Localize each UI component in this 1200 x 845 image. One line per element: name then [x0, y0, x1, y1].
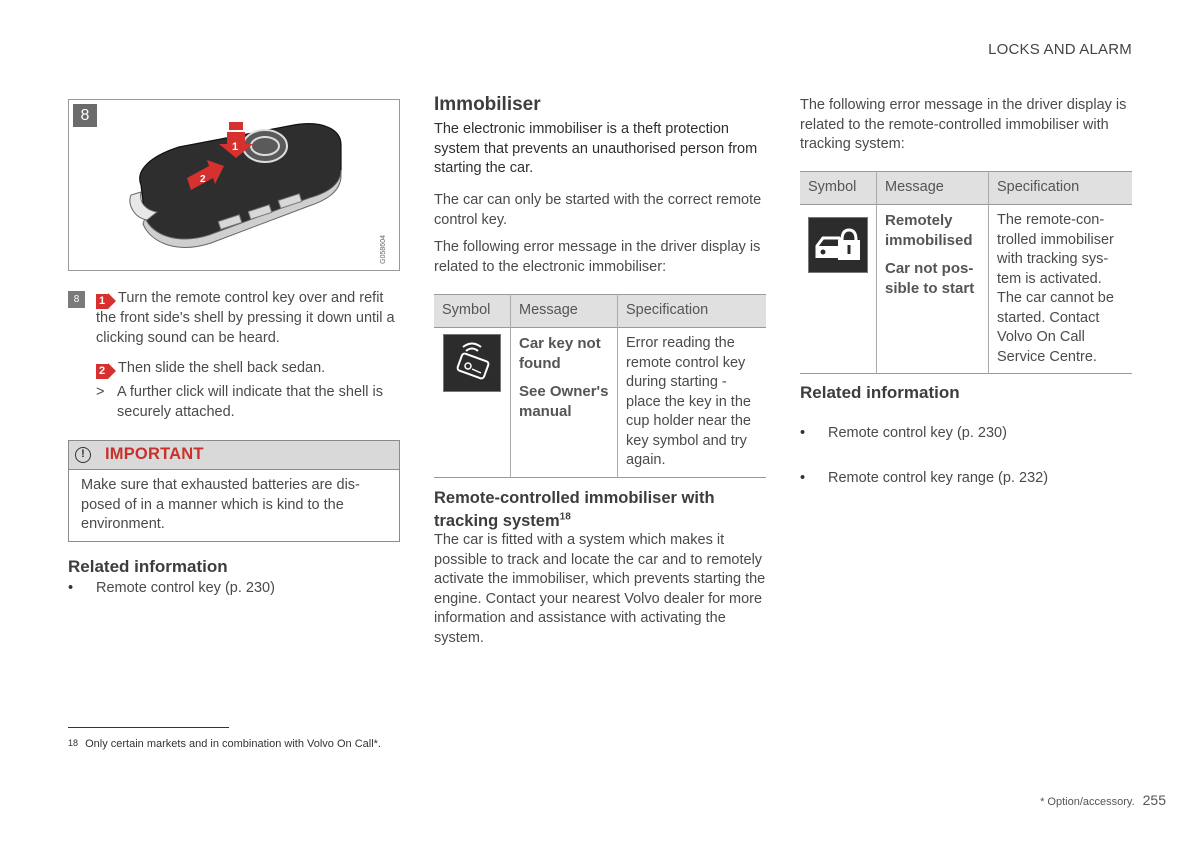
remote-key-illustration [68, 99, 400, 271]
message-cell [877, 205, 989, 374]
page-number: 255 [1142, 792, 1166, 808]
message-remotely-immobilised: Remotely immobilised [885, 212, 973, 249]
message-car-not-possible: Car not pos-sible to start [885, 260, 975, 297]
important-box [68, 440, 400, 542]
option-note: * Option/accessory. [1040, 796, 1135, 808]
immobiliser-error-table [434, 294, 766, 478]
related-heading-left: Related information [68, 557, 228, 576]
step-1 [68, 289, 400, 348]
step-1-text: Turn the remote control key over and refit the front side's shell by pressing it down until a clicking sound can be heard. [96, 290, 395, 346]
step-2 [96, 359, 400, 379]
figure-code: G058604 [379, 235, 387, 264]
step-result [96, 383, 400, 422]
result-marker: > [96, 384, 105, 400]
tracking-body: The car is fitted with a system which makes it possible to track and locate the car and to remotely activate the immobiliser, which prevents starting the engine. Contact your nearest Volvo dealer for more information and assistance with activating the system. [434, 532, 766, 646]
footnote [68, 734, 381, 755]
important-title: IMPORTANT [105, 445, 204, 464]
svg-text:1: 1 [232, 141, 239, 153]
footnote-ref[interactable]: 18 [559, 511, 571, 523]
immobiliser-intro: The electronic immobiliser is a theft protection system that prevents an unauthorised person from starting the car. [434, 121, 758, 176]
step-2-marker: 2 [96, 364, 108, 379]
message-see-manual: See Owner's manual [519, 383, 609, 420]
result-text: A further click will indicate that the shell is securely attached. [117, 384, 383, 420]
col-symbol: Symbol [800, 172, 877, 205]
step-figure-badge: 8 [68, 291, 85, 308]
immobiliser-para-1: The car can only be started with the correct remote control key. [434, 192, 762, 228]
symbol-cell [800, 205, 877, 374]
col-specification: Specification [989, 172, 1133, 205]
section-header: LOCKS AND ALARM [988, 41, 1132, 58]
table-row [434, 328, 766, 478]
step-2-text: Then slide the shell back sedan. [118, 360, 326, 376]
related-heading-right: Related information [800, 383, 960, 402]
tracking-error-intro: The following error message in the driver display is related to the remote-controlled immobiliser with tracking system: [800, 97, 1127, 152]
col-symbol: Symbol [434, 295, 511, 328]
footnote-text: Only certain markets and in combination with Volvo On Call*. [85, 738, 381, 750]
immobiliser-title: Immobiliser [434, 94, 541, 115]
symbol-cell [434, 328, 511, 478]
related-link-right-1[interactable]: • Remote control key (p. 230) [800, 424, 1160, 444]
related-link-right-2[interactable]: • Remote control key range (p. 232) [800, 469, 1160, 489]
tracking-title-text: Remote-controlled immobiliser with tracking system [434, 489, 715, 530]
col-message: Message [511, 295, 618, 328]
exclamation-icon: ! [75, 447, 91, 463]
spec-cell: Error reading the remote control key during starting - place the key in the cup holder near the key symbol and try again. [618, 328, 767, 478]
table-row [800, 205, 1132, 374]
immobiliser-para-2: The following error message in the driver display is related to the electronic immobiliser: [434, 239, 761, 275]
footnote-number: 18 [68, 738, 79, 748]
figure-number: 8 [73, 104, 97, 127]
tracking-title [434, 487, 766, 533]
col-message: Message [877, 172, 989, 205]
tracking-error-table [800, 171, 1132, 374]
footnote-divider [68, 727, 229, 728]
message-cell [511, 328, 618, 478]
important-body: Make sure that exhausted batteries are dis-posed of in a manner which is kind to the environment. [81, 477, 360, 532]
remote-key-drawing [69, 100, 400, 271]
svg-text:2: 2 [200, 174, 206, 185]
step-1-marker: 1 [96, 294, 108, 309]
col-specification: Specification [618, 295, 767, 328]
car-padlock-icon [808, 217, 868, 273]
related-link-left[interactable]: • Remote control key (p. 230) [68, 579, 428, 599]
important-header [69, 441, 399, 470]
page-footer [1040, 791, 1166, 813]
message-car-key-not-found: Car key not found [519, 335, 601, 372]
spec-cell: The remote-con-trolled immobiliser with tracking sys-tem is activated. The car cannot be started. Contact Volvo On Call Service Centre. [989, 205, 1133, 374]
key-in-cupholder-icon [443, 334, 501, 392]
